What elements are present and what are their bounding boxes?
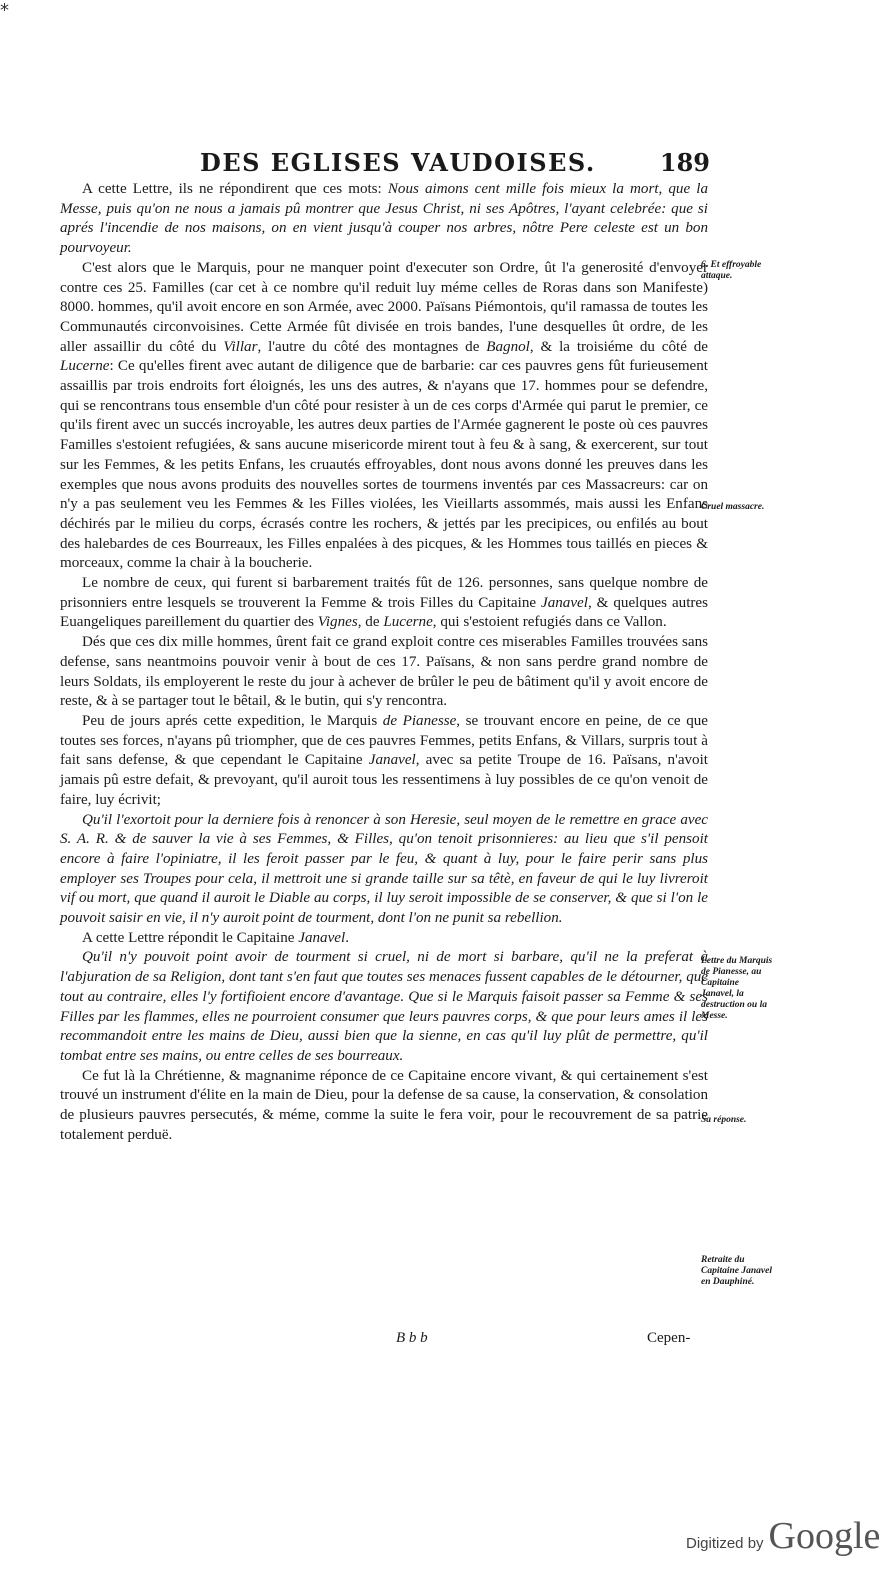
text-run: C'est alors que le Marquis, pour ne manquer point d'executer son Ordre, ût l'a generosité d'envoyer contre ces 25. Familles (car cet à ce nombre qu'il reduit luy méme celles de Roras dans son Manifeste) 8000. hommes, qu'il avoit encore en son Armée, avec 2000. Païsans Piémontois, qu'il ramassa de toutes les Communautés circonvoisines. Cette Armée fût divisée en trois bandes, l'une desquelles ût ordre, de les aller assaillir du côté du — [60, 259, 708, 355]
margin-note: 6. Et effroyable attaque. — [701, 260, 762, 281]
signature-mark: B b b — [396, 1330, 428, 1346]
italic-text: Lucerne — [383, 614, 433, 631]
text-run: A cette Lettre répondit le Capitaine — [82, 929, 299, 946]
text-run: : Ce qu'elles firent avec autant de diligence que de barbarie: car ces pauvres gens fût furieusement assaillis par trois endroits fort éloignés, les uns des autres, & n'ayans que 17. hommes pour se defendre, qui se rencontrans tous ensemble d'un côté pour resister à un de ces corps d'Armée qui parut le premier, ce qu'ils firent avec un succés incroyable, les autres deux parties de l'Armée gagnerent le poste où ces pauvres Familles s'estoient refugiées, & sans aucune misericorde mirent tout à feu & à sang, & exercerent, sur tout sur les Femmes, & les petits Enfans, les cruautés effroyables, dont nous avons donné les preuves dans les exemples que nous avons produits des nouvelles sortes de tourmens inventés par ces Massacreurs: car on n'y a pas seulement veu les Femmes & les Filles violées, les Vieillarts assommés, mais aussi les Enfans déchirés par le milieu du corps, écrasés contre les rochers, & jettés par les precipices, ou enfilés au bout des halebardes de ces Bourreaux, les Filles enpalées à des picques, & les Hommes tous taillés en pieces & morceaux, comme la chair à la boucherie. — [60, 358, 708, 572]
italic-text: Bagnol — [486, 338, 530, 355]
text-run: . — [345, 929, 349, 946]
text-run: Le nombre de ceux, qui furent si barbarement traités fût de 126. personnes, sans quelque nombre de prisonniers entre lesquels se trouverent la Femme & trois Filles du Capitaine — [60, 575, 708, 611]
text-run: , qui s'estoient refugiés dans ce Vallon. — [432, 614, 667, 631]
italic-text: Nous aimons cent mille fois mieux la mort, que la Messe, puis qu'on ne nous a jamais pû montrer que Jesus Christ, ni ses Apôtres, l'ayant celebrée: que si aprés l'incendie de nos maisons, on en vient jusqu'à couper nos arbres, nôtre Pere celeste est un bon pourvoyeur. — [60, 181, 708, 257]
watermark-prefix: Digitized by — [686, 1535, 764, 1552]
body-text — [60, 180, 708, 1145]
running-header — [190, 148, 710, 180]
digitized-by-google-watermark — [686, 1514, 880, 1558]
paragraph — [60, 259, 708, 574]
italic-text: Janavel — [368, 752, 416, 769]
italic-text: Janavel — [298, 929, 346, 946]
paragraph — [60, 180, 708, 259]
paragraph — [60, 948, 708, 1066]
margin-note: Cruel massacre. — [701, 502, 765, 512]
text-run: , l'autre du côté des montagnes de — [257, 338, 487, 355]
text-run: , & la troisiéme du côté de — [529, 338, 709, 355]
margin-note: Retraite du Capitaine Janavel en Dauphiné. — [701, 1255, 772, 1287]
italic-text: Lucerne — [60, 358, 110, 375]
margin-note: Lettre du Marquis de Pianesse, au Capitaine Janavel, la destruction ou la Messe. — [701, 956, 773, 1021]
paragraph — [60, 929, 708, 949]
text-run: , & quelques autres Euangeliques pareillement du quartier des — [60, 594, 708, 631]
text-run: A cette Lettre, ils ne répondirent que ces mots: — [82, 181, 388, 197]
page-number: 189 — [659, 148, 710, 177]
corner-mark: * — [0, 0, 9, 21]
google-logo: Google — [768, 1515, 881, 1557]
italic-text: de Pianesse — [382, 712, 457, 729]
text-run: Dés que ces dix mille hommes, ûrent fait ce grand exploit contre ces miserables Familles trouvées sans defense, sans neantmoins pouvoir venir à bout de ces 17. Païsans, & non sans perdre grand nombre de leurs Soldats, ils employerent le reste du jour à achever de brûler le peu de bâtiment qu'il y avoit encore de reste, & à se partager tout le bêtail, & le butin, qui s'y rencontra. — [60, 634, 708, 710]
text-run: Ce fut là la Chrétienne, & magnanime réponce de ce Capitaine encore vivant, & qui certainement s'est trouvé un instrument d'élite en la main de Dieu, pour la defense de sa cause, la conservation, & consolation de plusieurs pauvres persecutés, & méme, comme la suite le fera voir, pour le recouvrement de sa patrie totalement perduë. — [60, 1067, 708, 1143]
text-run: , de — [357, 614, 384, 631]
margin-note: Sa réponse. — [701, 1115, 747, 1125]
italic-text: Qu'il n'y pouvoit point avoir de tourment si cruel, ni de mort si barbare, qu'il ne la preferat à l'abjuration de sa Religion, dont tant s'en faut que toutes ses menaces fussent capables de le détourner, que tout au contraire, elles l'y fortifioient encore d'avantage. Que si le Marquis faisoit passer sa Femme & ses Filles par les flammes, elles ne pourroient consumer que leurs pauvres corps, & que pour leurs ames il les recommandoit entre les mains de Dieu, aussi bien que la sienne, en cas qu'il luy plût de permettre, qu'il tombat entre ses mains, ou entre celles de ses bourreaux. — [60, 949, 708, 1064]
italic-text: Janavel — [541, 594, 588, 611]
paragraph — [60, 574, 708, 633]
catchword: Cepen- — [647, 1330, 691, 1346]
paragraph — [60, 633, 708, 712]
paragraph — [60, 1067, 708, 1146]
running-title: DES EGLISES VAUDOISES. — [200, 148, 596, 177]
paragraph — [60, 811, 708, 929]
italic-text: Villar — [223, 338, 258, 355]
paragraph — [60, 712, 708, 811]
italic-text: Vignes — [317, 614, 358, 631]
italic-text: Qu'il l'exortoit pour la derniere fois à renoncer à son Heresie, seul moyen de le remettre en grace avec S. A. R. & de sauver la vie à ses Femmes, & Filles, qu'on tenoit prisonnieres: au lieu que s'il pensoit encore à faire l'opiniatre, il les feroit passer par le feu, & quant à luy, pour le faire perir sans plus employer ses Troupes pour cela, il mettroit une si grande taille sur sa têtè, en faveur de qui le luy livreroit vif ou mort, que quand il auroit le Diable au corps, il luy seroit impossible de se conserver, & que si l'on le pouvoit saisir en vie, il n'y auroit point de tourment, dont l'on ne punit sa rebellion. — [60, 811, 708, 927]
text-run: , se trouvant encore en peine, de ce que toutes ses forces, n'ayans pû triompher, que de ces pauvres Femmes, petits Enfans, & Villars, surpris tout à fait sans defense, & que cependant le Capitaine — [60, 712, 709, 769]
text-run: Peu de jours aprés cette expedition, le Marquis — [82, 712, 383, 729]
text-run: , avec sa petite Troupe de 16. Païsans, n'avoit jamais pû estre defait, & prevoyant, qu'il auroit tous les ressentimens à luy possibles de ce qu'on venoit de faire, luy écrivit; — [60, 752, 708, 808]
